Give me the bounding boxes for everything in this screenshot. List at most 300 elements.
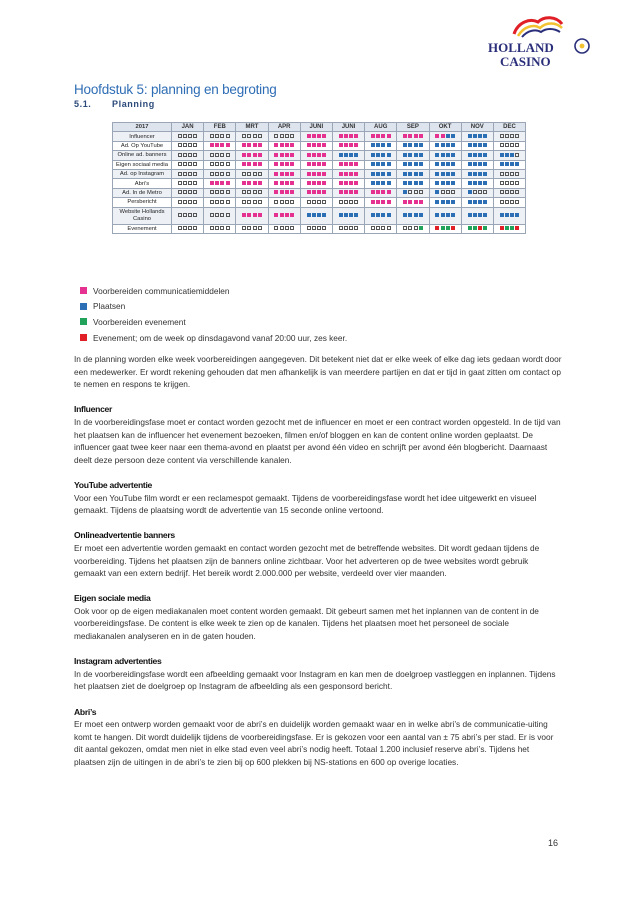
week-square (183, 213, 187, 217)
week-square (178, 153, 182, 157)
week-square (419, 213, 423, 217)
legend-label: Voorbereiden evenement (93, 316, 186, 327)
week-square (451, 172, 455, 176)
week-square (183, 190, 187, 194)
week-square (500, 143, 504, 147)
week-square (178, 200, 182, 204)
week-square (274, 226, 278, 230)
week-square (307, 200, 311, 204)
week-square (387, 181, 391, 185)
week-cell (397, 198, 429, 207)
week-square (354, 134, 358, 138)
week-square (408, 200, 412, 204)
week-square (505, 153, 509, 157)
week-square (226, 162, 230, 166)
week-square (188, 226, 192, 230)
week-square (215, 134, 219, 138)
week-square (193, 162, 197, 166)
week-cell (236, 207, 268, 224)
week-square (408, 181, 412, 185)
week-square (215, 181, 219, 185)
week-square (290, 200, 294, 204)
week-square (178, 143, 182, 147)
week-square (210, 181, 214, 185)
week-cell (461, 160, 493, 169)
table-row (113, 188, 526, 197)
week-square (446, 143, 450, 147)
week-square (274, 172, 278, 176)
row-label: Ad. In de Metro (113, 188, 172, 197)
week-square (285, 190, 289, 194)
week-cell (172, 224, 204, 233)
week-square (371, 134, 375, 138)
week-square (419, 190, 423, 194)
week-square (253, 213, 257, 217)
week-square (505, 162, 509, 166)
week-cell (204, 160, 236, 169)
week-square (307, 153, 311, 157)
week-square (322, 213, 326, 217)
week-cell (300, 179, 332, 188)
week-square (515, 181, 519, 185)
week-cell (172, 160, 204, 169)
week-square (317, 162, 321, 166)
week-square (188, 172, 192, 176)
legend-swatch (80, 287, 87, 294)
week-square (478, 190, 482, 194)
week-square (183, 200, 187, 204)
week-cell (429, 141, 461, 150)
week-square (500, 153, 504, 157)
week-square (387, 153, 391, 157)
week-square (381, 181, 385, 185)
week-square (188, 213, 192, 217)
section-paragraph: Er moet een advertentie worden gemaakt en contact worden gezocht met de betreffende websites. Dit wordt gedaan tijdens de voorbereiding. Tijdens het plaatsen zijn de banners online zichtbaar. Voor het adverteren op de twee websites wordt gebruik gemaakt van een extern bedrijf. Het bereik wordt 2.000.000 per website, verdeeld over vier maanden. (74, 542, 540, 579)
week-square (312, 200, 316, 204)
table-row (113, 132, 526, 141)
week-square (468, 162, 472, 166)
week-square (280, 226, 284, 230)
week-square (285, 134, 289, 138)
week-square (446, 200, 450, 204)
week-cell (268, 160, 300, 169)
week-square (403, 143, 407, 147)
week-square (307, 143, 311, 147)
week-square (242, 162, 246, 166)
week-square (344, 162, 348, 166)
week-cell (268, 132, 300, 141)
week-square (188, 153, 192, 157)
week-square (242, 226, 246, 230)
week-square (515, 172, 519, 176)
week-square (253, 143, 257, 147)
week-cell (172, 169, 204, 178)
week-cell (172, 179, 204, 188)
week-square (349, 153, 353, 157)
week-cell (397, 141, 429, 150)
week-cell (204, 224, 236, 233)
week-square (178, 190, 182, 194)
week-square (354, 213, 358, 217)
week-square (376, 153, 380, 157)
week-square (344, 134, 348, 138)
week-square (290, 153, 294, 157)
week-square (473, 200, 477, 204)
week-square (408, 162, 412, 166)
week-square (253, 134, 257, 138)
week-square (247, 162, 251, 166)
week-square (408, 213, 412, 217)
week-square (274, 143, 278, 147)
week-square (387, 200, 391, 204)
week-cell (204, 141, 236, 150)
week-square (381, 172, 385, 176)
week-square (188, 143, 192, 147)
week-cell (429, 160, 461, 169)
week-cell (172, 141, 204, 150)
week-square (387, 190, 391, 194)
week-square (220, 134, 224, 138)
week-square (339, 134, 343, 138)
week-square (322, 190, 326, 194)
week-square (446, 213, 450, 217)
week-square (510, 213, 514, 217)
week-cell (300, 188, 332, 197)
week-square (403, 153, 407, 157)
week-cell (365, 132, 397, 141)
planning-table (112, 122, 526, 234)
week-square (344, 200, 348, 204)
week-square (403, 181, 407, 185)
week-square (483, 226, 487, 230)
week-square (247, 200, 251, 204)
week-square (381, 143, 385, 147)
week-cell (268, 151, 300, 160)
week-square (354, 153, 358, 157)
section-subheading: Influencer (74, 404, 113, 415)
section-subheading: Abri’s (74, 706, 97, 717)
week-square (210, 190, 214, 194)
week-square (220, 190, 224, 194)
week-square (381, 226, 385, 230)
week-square (253, 200, 257, 204)
week-square (220, 153, 224, 157)
week-cell (300, 141, 332, 150)
chapter-title: Hoofdstuk 5: planning en begroting (74, 82, 277, 97)
week-cell (365, 160, 397, 169)
week-cell (429, 169, 461, 178)
week-cell (204, 169, 236, 178)
week-square (188, 162, 192, 166)
week-square (478, 181, 482, 185)
section-subheading: Instagram advertenties (74, 656, 162, 667)
week-square (473, 226, 477, 230)
week-square (349, 134, 353, 138)
week-square (354, 162, 358, 166)
week-square (441, 200, 445, 204)
week-square (253, 153, 257, 157)
week-square (193, 213, 197, 217)
week-cell (300, 151, 332, 160)
week-square (215, 213, 219, 217)
week-square (354, 143, 358, 147)
week-square (510, 162, 514, 166)
week-square (210, 200, 214, 204)
week-square (354, 181, 358, 185)
week-square (220, 162, 224, 166)
week-square (242, 190, 246, 194)
week-square (322, 200, 326, 204)
week-cell (365, 188, 397, 197)
section-title: Planning (112, 99, 155, 109)
week-square (193, 226, 197, 230)
week-square (349, 181, 353, 185)
table-row (113, 224, 526, 233)
week-cell (429, 179, 461, 188)
week-square (419, 200, 423, 204)
week-cell (300, 132, 332, 141)
week-square (403, 134, 407, 138)
week-square (290, 181, 294, 185)
week-square (226, 200, 230, 204)
section-paragraph: In de voorbereidingsfase moet er contact worden gezocht met de influencer en moet er een contract worden opgesteld. In de tijd van het plaatsen kan de influencer het evenement bezoeken, filmen en/of bloggen en kan de content online worden geplaatst. De influencer gaat twee keer naar een thema-avond en plaatst per avond één video en schrijft per avond één blogbericht. Daarnaast deelt deze persoon deze content via verschillende kanalen. (74, 416, 561, 465)
week-square (317, 153, 321, 157)
week-square (500, 181, 504, 185)
week-cell (397, 224, 429, 233)
week-square (312, 134, 316, 138)
week-cell (461, 207, 493, 224)
week-square (193, 153, 197, 157)
week-square (215, 226, 219, 230)
week-square (381, 200, 385, 204)
week-square (253, 162, 257, 166)
week-square (312, 172, 316, 176)
week-square (344, 172, 348, 176)
week-square (183, 172, 187, 176)
week-square (505, 226, 509, 230)
week-square (419, 153, 423, 157)
week-square (339, 200, 343, 204)
section-subheading: Onlineadvertentie banners (74, 530, 175, 541)
row-label: Persbericht (113, 198, 172, 207)
week-square (510, 172, 514, 176)
week-square (322, 153, 326, 157)
week-square (505, 134, 509, 138)
week-square (247, 226, 251, 230)
week-square (226, 226, 230, 230)
week-square (226, 143, 230, 147)
holland-casino-logo (478, 12, 596, 70)
week-square (435, 213, 439, 217)
week-square (339, 172, 343, 176)
week-square (178, 172, 182, 176)
week-square (242, 200, 246, 204)
week-square (371, 213, 375, 217)
month-header: AUG (365, 123, 397, 132)
week-square (515, 134, 519, 138)
week-square (215, 200, 219, 204)
legend-item (80, 330, 347, 346)
week-square (215, 153, 219, 157)
week-square (515, 153, 519, 157)
week-square (468, 153, 472, 157)
week-square (312, 143, 316, 147)
week-square (478, 226, 482, 230)
week-square (387, 134, 391, 138)
week-square (414, 134, 418, 138)
week-square (210, 172, 214, 176)
week-square (247, 190, 251, 194)
week-square (253, 226, 257, 230)
week-square (371, 153, 375, 157)
week-square (376, 213, 380, 217)
month-header: SEP (397, 123, 429, 132)
week-square (510, 200, 514, 204)
week-square (483, 213, 487, 217)
week-square (483, 181, 487, 185)
week-cell (493, 207, 525, 224)
week-cell (300, 207, 332, 224)
week-square (242, 181, 246, 185)
week-square (220, 213, 224, 217)
table-year-header: 2017 (113, 123, 172, 132)
week-cell (397, 188, 429, 197)
week-square (371, 143, 375, 147)
week-cell (332, 160, 364, 169)
week-square (285, 172, 289, 176)
week-cell (493, 198, 525, 207)
week-square (500, 200, 504, 204)
week-square (515, 143, 519, 147)
week-square (312, 181, 316, 185)
week-square (435, 181, 439, 185)
week-square (349, 226, 353, 230)
week-square (446, 172, 450, 176)
week-square (307, 226, 311, 230)
week-square (285, 226, 289, 230)
week-square (312, 226, 316, 230)
week-square (322, 172, 326, 176)
week-cell (493, 224, 525, 233)
week-cell (397, 132, 429, 141)
ball-icon (575, 39, 589, 53)
week-cell (268, 198, 300, 207)
week-cell (365, 169, 397, 178)
week-cell (429, 188, 461, 197)
week-cell (332, 188, 364, 197)
month-header: APR (268, 123, 300, 132)
week-square (344, 213, 348, 217)
body-text (74, 353, 562, 781)
week-square (258, 226, 262, 230)
week-square (408, 134, 412, 138)
week-cell (365, 224, 397, 233)
legend-item (80, 314, 347, 330)
week-square (339, 213, 343, 217)
week-square (478, 200, 482, 204)
week-square (381, 162, 385, 166)
week-square (408, 143, 412, 147)
table-row (113, 179, 526, 188)
row-label: Abri’s (113, 179, 172, 188)
week-square (220, 143, 224, 147)
week-square (500, 190, 504, 194)
week-square (280, 134, 284, 138)
week-square (371, 181, 375, 185)
month-header: NOV (461, 123, 493, 132)
week-cell (332, 151, 364, 160)
week-square (280, 181, 284, 185)
week-cell (236, 188, 268, 197)
week-square (371, 172, 375, 176)
week-square (451, 181, 455, 185)
week-square (387, 162, 391, 166)
week-square (446, 153, 450, 157)
week-square (403, 190, 407, 194)
week-square (371, 162, 375, 166)
month-header: JUNI (332, 123, 364, 132)
week-cell (365, 141, 397, 150)
week-square (215, 143, 219, 147)
week-square (226, 181, 230, 185)
week-cell (397, 207, 429, 224)
week-cell (461, 141, 493, 150)
week-cell (461, 169, 493, 178)
week-square (435, 143, 439, 147)
week-square (381, 134, 385, 138)
week-square (435, 162, 439, 166)
week-square (354, 190, 358, 194)
week-cell (493, 151, 525, 160)
week-square (274, 200, 278, 204)
month-header: FEB (204, 123, 236, 132)
week-square (381, 190, 385, 194)
week-square (387, 143, 391, 147)
week-square (183, 226, 187, 230)
week-square (339, 190, 343, 194)
week-square (376, 181, 380, 185)
week-square (441, 134, 445, 138)
week-square (414, 153, 418, 157)
week-square (451, 134, 455, 138)
week-square (280, 190, 284, 194)
week-cell (236, 160, 268, 169)
week-cell (236, 224, 268, 233)
week-square (247, 172, 251, 176)
week-square (258, 190, 262, 194)
week-square (510, 226, 514, 230)
week-square (468, 226, 472, 230)
week-square (403, 172, 407, 176)
section-paragraph: Ook voor op de eigen mediakanalen moet content worden gemaakt. Dit gebeurt samen met het inplannen van de content in de voorbereidingsfase. De content is elke week te zien op de kanalen. Tijdens het plaatsen moet het personeel de sociale mediakanalen analyseren en in de gaten houden. (74, 605, 539, 642)
week-square (441, 153, 445, 157)
week-square (371, 226, 375, 230)
legend-swatch (80, 303, 87, 310)
week-square (446, 226, 450, 230)
month-header: JUNI (300, 123, 332, 132)
week-square (258, 181, 262, 185)
week-square (478, 143, 482, 147)
week-square (468, 213, 472, 217)
week-square (220, 226, 224, 230)
week-square (419, 172, 423, 176)
week-square (193, 134, 197, 138)
week-square (280, 213, 284, 217)
week-cell (429, 207, 461, 224)
intro-paragraph: In de planning worden elke week voorbereidingen aangegeven. Dit betekent niet dat er elke week of elke dag iets gedaan wordt door een medewerker. Er wordt rekening gehouden dat men afhankelijk is van meerdere partijen en dat er tijd in gaat zitten om contact op te nemen en respons te krijgen. (74, 354, 562, 390)
week-cell (429, 151, 461, 160)
row-label: Website Hollands Casino (113, 207, 172, 224)
